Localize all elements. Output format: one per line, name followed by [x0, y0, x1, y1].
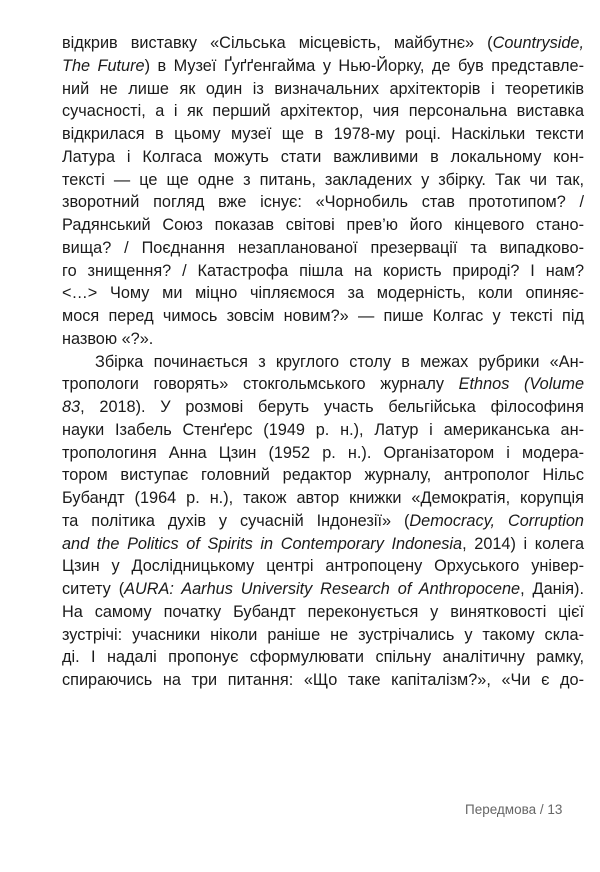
- text-segment: вища? / Поєднання незапланованої презервації та випадково-: [62, 238, 584, 257]
- body-text: [62, 32, 584, 692]
- text-segment: зворотний погляд вже існує: «Чорнобиль став прототипом? /: [62, 193, 584, 212]
- italic-text: The Future: [62, 56, 145, 75]
- text-segment: ний не лише як один із визначальних архітекторів і теоретиків: [62, 79, 584, 98]
- text-segment: Латура і Колгаса можуть стати важливими в локальному кон-: [62, 147, 584, 166]
- text-segment: зустрічі: учасники ніколи раніше не зустрічались у такому скла-: [62, 625, 584, 644]
- text-line: [62, 669, 584, 692]
- text-line: [62, 351, 584, 374]
- text-segment: Збірка починається з круглого столу в межах рубрики «Ан-: [95, 352, 584, 371]
- text-line: [62, 533, 584, 556]
- text-line: [62, 487, 584, 510]
- text-segment: , Данія).: [520, 580, 585, 598]
- text-segment: тропологиня Анна Цзин (1952 р. н.). Організатором і модера-: [62, 443, 584, 462]
- text-segment: назвою «?».: [62, 329, 154, 348]
- text-line: [62, 191, 584, 214]
- text-segment: ситету (: [62, 580, 125, 598]
- text-line: [62, 214, 584, 237]
- italic-text: Democracy, Corruption: [409, 511, 584, 530]
- text-segment: , 2014) і колега: [462, 534, 585, 553]
- text-segment: ) в Музеї Ґуґґенгайма у Нью-Йорку, де був представле-: [144, 56, 584, 75]
- text-line: [62, 305, 584, 328]
- text-line: [62, 624, 584, 647]
- text-segment: Бубандт (1964 р. н.), також автор книжки «Демократія, корупція: [62, 489, 584, 507]
- text-line: [62, 260, 584, 283]
- text-line: [62, 55, 584, 78]
- text-line: [62, 555, 584, 578]
- text-line: [62, 373, 584, 396]
- text-segment: мося перед чимось зовсім новим?» — пише Колгас у тексті під: [62, 307, 584, 325]
- text-line: [62, 601, 584, 624]
- italic-text: 83: [62, 398, 81, 416]
- text-line: [62, 282, 584, 305]
- text-line: [62, 32, 584, 55]
- text-segment: , 2018). У розмові беруть участь бельгійська філософиня: [80, 398, 584, 416]
- text-segment: спираючись на три питання: «Що таке капіталізм?», «Чи є до-: [62, 671, 584, 689]
- page-footer: Передмова / 13: [465, 802, 563, 817]
- text-segment: Цзин у Дослідницькому центрі антропоцену Орхуського універ-: [62, 557, 584, 576]
- text-segment: науки Ізабель Стенґерс (1949 р. н.), Латур і американська ан-: [62, 420, 584, 439]
- text-segment: Радянський Союз показав світові прев’ю його кінцевого стано-: [62, 216, 584, 234]
- text-line: [62, 146, 584, 169]
- text-segment: тропологи говорять» стокгольмського журналу: [62, 375, 459, 394]
- text-line: [62, 328, 584, 351]
- text-segment: го знищення? / Катастрофа пішла на користь природі? І нам?: [62, 261, 584, 280]
- text-segment: ді. І надалі пропонує сформулювати спільну аналітичну рамку,: [62, 648, 584, 667]
- text-line: [62, 442, 584, 465]
- text-segment: тексті — це ще одне з питань, закладених у збірку. Так чи так,: [62, 170, 584, 189]
- text-segment: тором виступає головний редактор журналу, антрополог Нільс: [62, 466, 584, 485]
- text-segment: На самому початку Бубандт переконується у винятковості цієї: [62, 602, 584, 621]
- text-line: [62, 78, 584, 101]
- italic-text: AURA: Aarhus University Research of Anthropocene: [124, 580, 521, 598]
- text-line: [62, 464, 584, 487]
- text-segment: сучасності, а і як перший архітектор, чия персональна виставка: [62, 102, 584, 121]
- italic-text: Ethnos (Volume: [458, 375, 584, 394]
- text-line: [62, 419, 584, 442]
- text-line: [62, 396, 584, 419]
- text-line: [62, 510, 584, 533]
- text-segment: та політика духів у сучасній Індонезії» (: [62, 511, 410, 530]
- text-segment: <…> Чому ми міцно чіпляємося за модерність, коли опиняє-: [62, 284, 584, 303]
- text-line: [62, 578, 584, 601]
- text-line: [62, 100, 584, 123]
- text-segment: відкрилася в цьому музеї ще в 1978-му році. Наскільки тексти: [62, 125, 584, 143]
- text-line: [62, 646, 584, 669]
- italic-text: and the Politics of Spirits in Contemporary Indonesia: [62, 534, 463, 553]
- text-line: [62, 237, 584, 260]
- text-segment: відкрив виставку «Сільська місцевість, майбутнє» (: [62, 34, 493, 52]
- text-line: [62, 169, 584, 192]
- italic-text: Countryside,: [492, 34, 584, 52]
- text-line: [62, 123, 584, 146]
